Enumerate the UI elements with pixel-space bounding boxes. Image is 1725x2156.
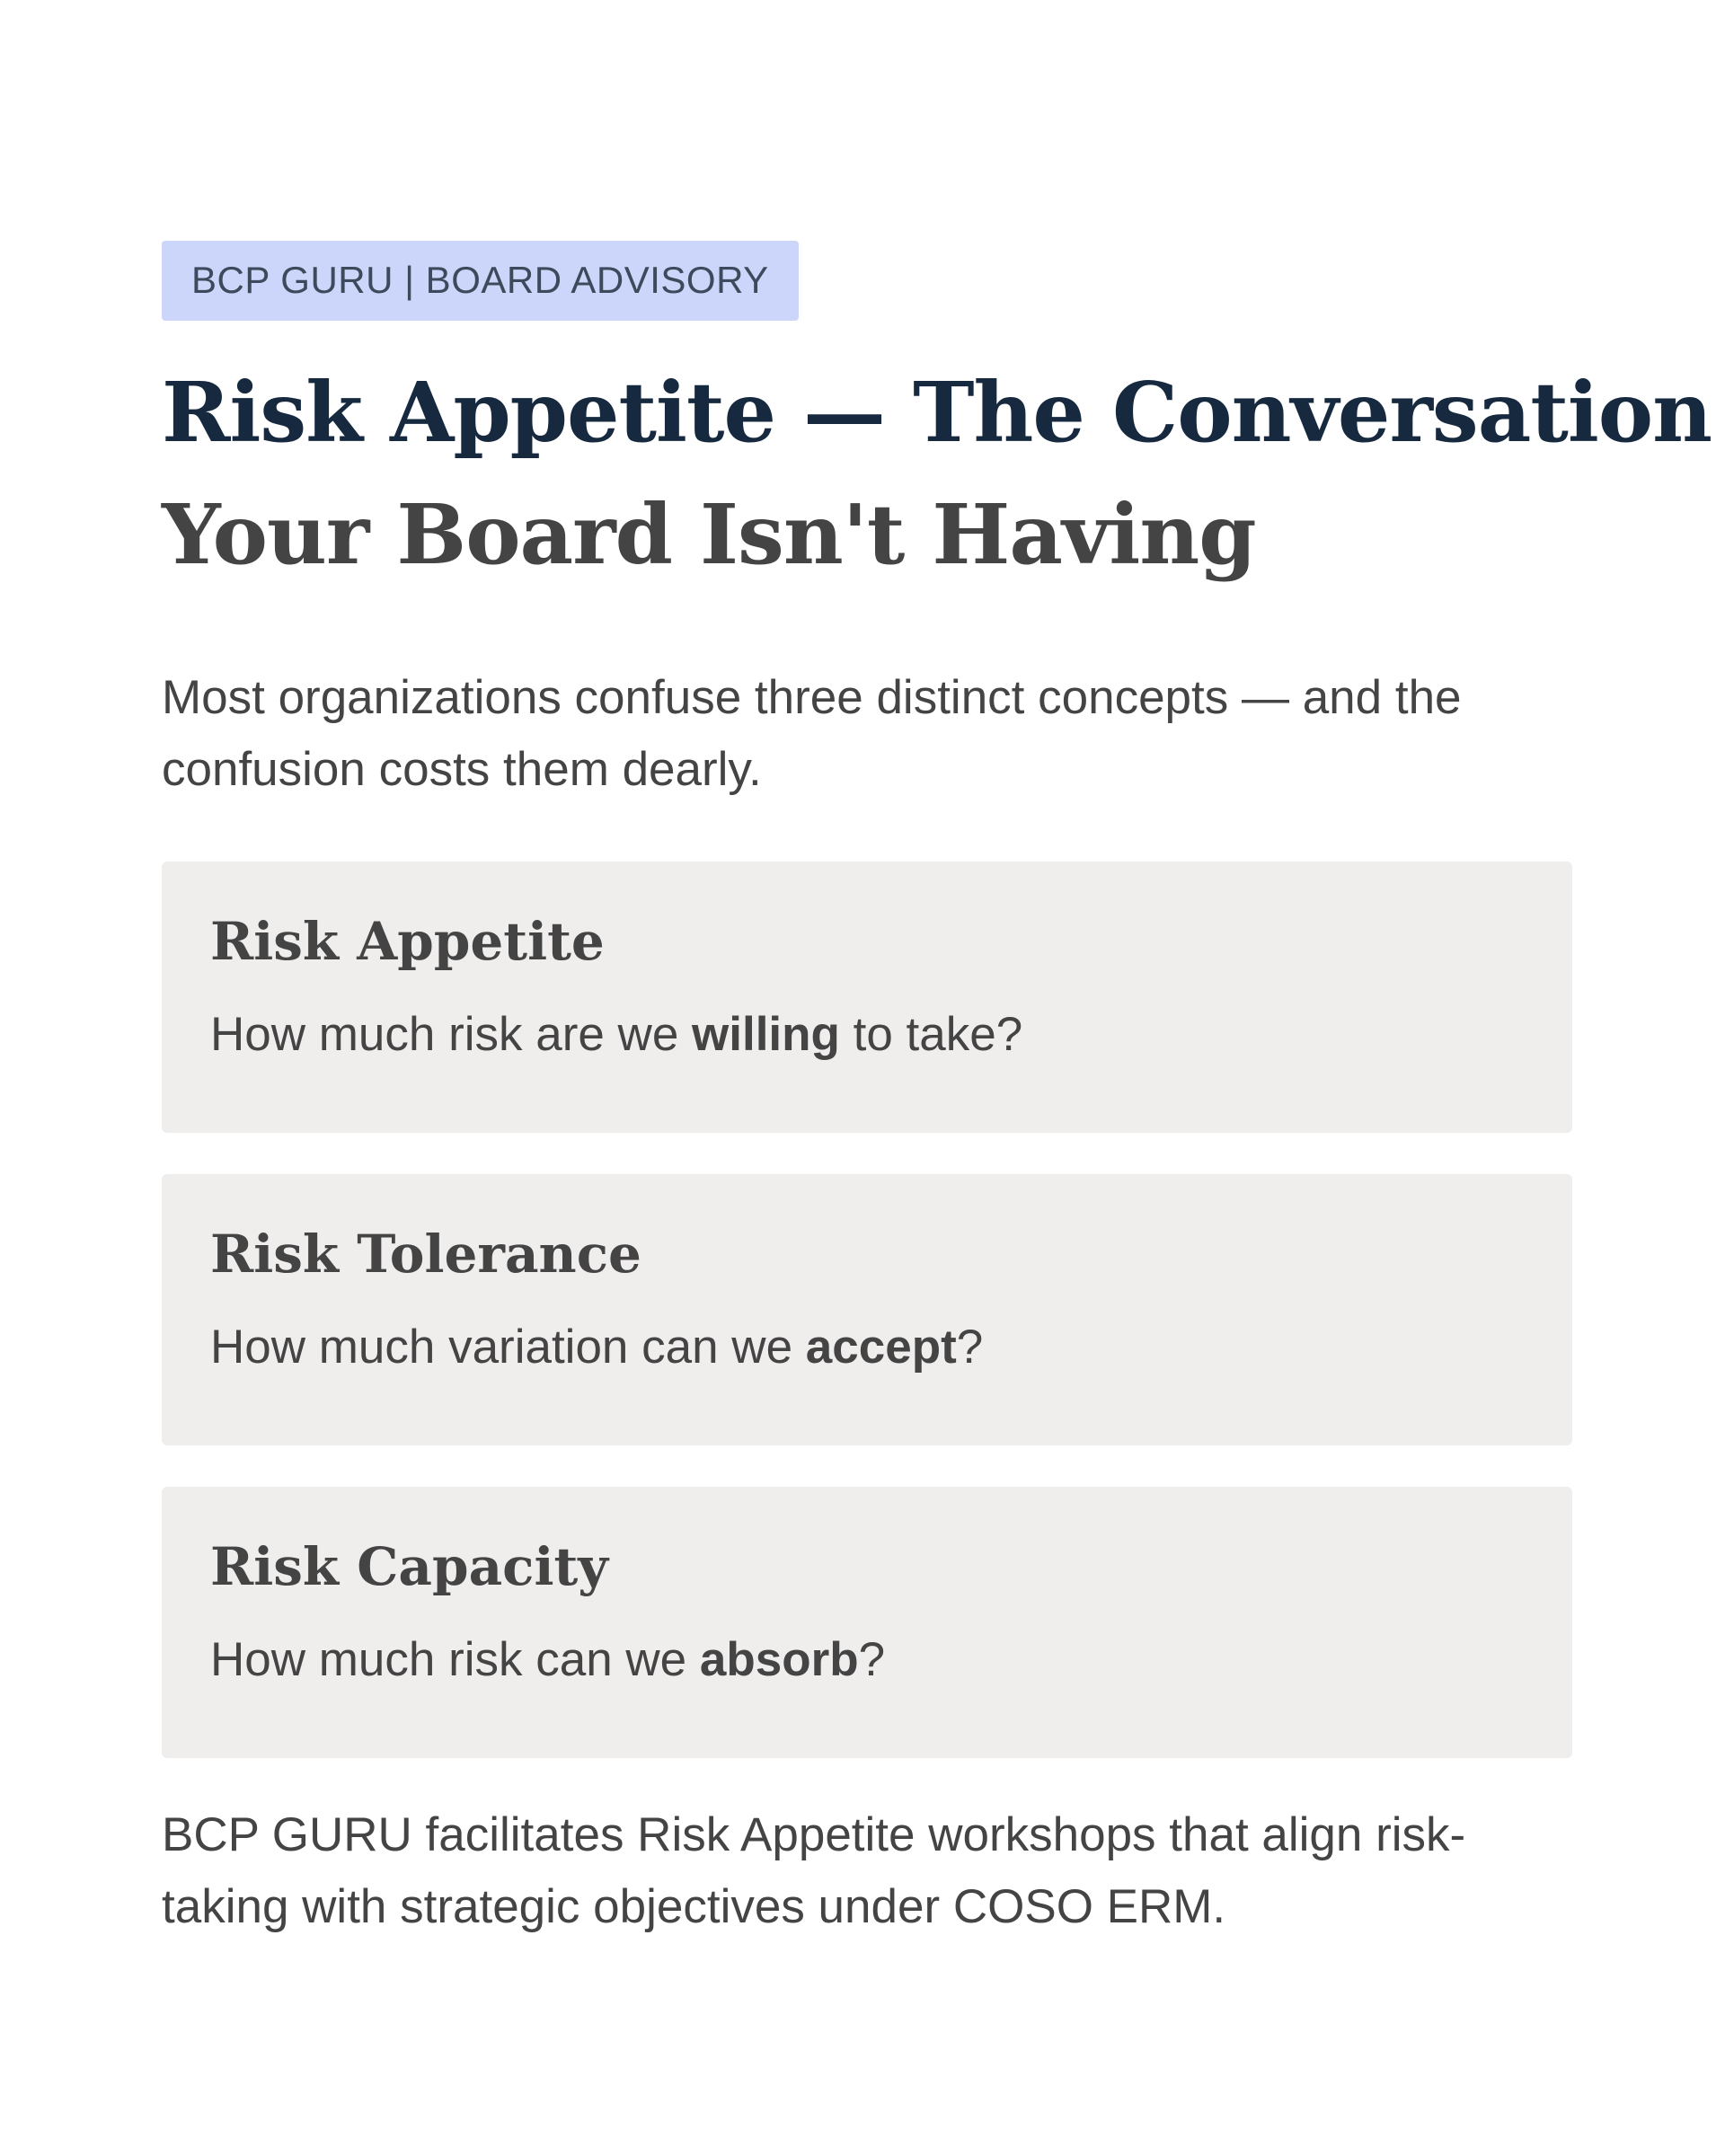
card-title: Risk Appetite <box>210 911 605 972</box>
page-title <box>162 351 1712 596</box>
card-question-text: to take? <box>839 1008 1023 1061</box>
card-question-emphasis: absorb <box>699 1633 859 1686</box>
category-tag: BCP GURU | BOARD ADVISORY <box>162 241 799 321</box>
card-question-text: How much risk can we <box>210 1633 700 1686</box>
article <box>162 241 1712 1943</box>
card-risk-appetite <box>162 862 1572 1133</box>
card-question-emphasis: accept <box>805 1321 957 1374</box>
card-title: Risk Capacity <box>210 1536 608 1597</box>
card-question-emphasis: willing <box>692 1008 840 1061</box>
card-question <box>210 1008 1524 1061</box>
card-title: Risk Tolerance <box>210 1224 641 1285</box>
intro-paragraph: Most organizations confuse three distinct concepts — and the confusion costs them dearly. <box>162 671 1462 796</box>
card-question <box>210 1321 1524 1374</box>
card-risk-tolerance <box>162 1174 1572 1445</box>
card-question-text: How much variation can we <box>210 1321 806 1374</box>
card-question <box>210 1633 1524 1686</box>
card-question-text: ? <box>956 1321 984 1374</box>
concept-cards <box>162 862 1572 1758</box>
title-line-1: Risk Appetite — The Conversation <box>162 364 1712 461</box>
card-question-text: ? <box>858 1633 886 1686</box>
card-question-text: How much risk are we <box>210 1008 693 1061</box>
card-risk-capacity <box>162 1487 1572 1758</box>
footer-paragraph: BCP GURU facilitates Risk Appetite workshops that align risk-taking with strategic objectives under COSO ERM. <box>162 1808 1466 1933</box>
title-line-2: Your Board Isn't Having <box>162 486 1256 583</box>
